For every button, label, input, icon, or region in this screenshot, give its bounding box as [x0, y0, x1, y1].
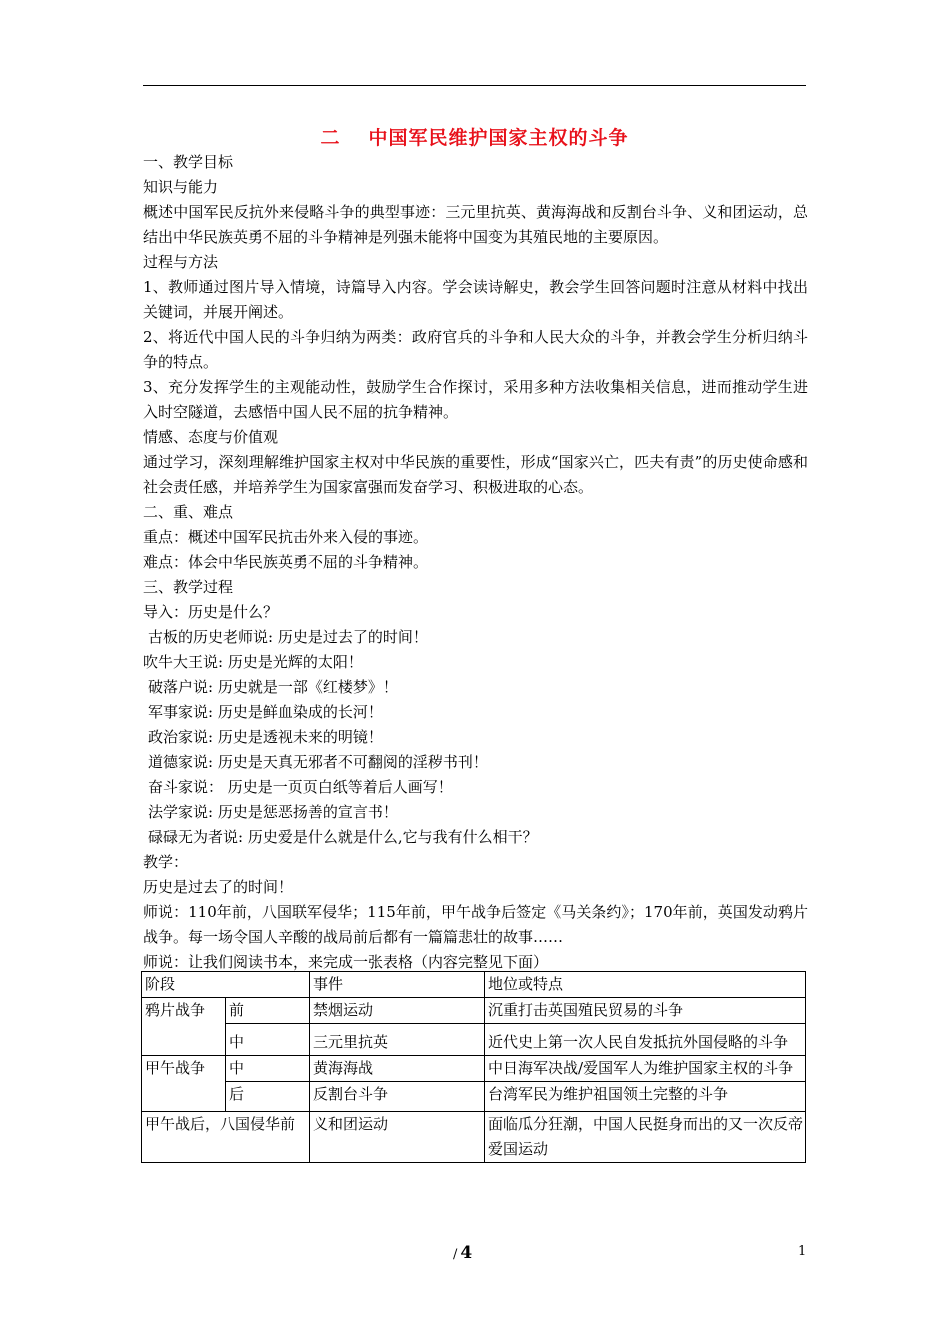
- quote-line: 破落户说: 历史就是一部《红楼梦》！: [148, 678, 398, 696]
- paragraph: 师说：让我们阅读书本，来完成一张表格（内容完整见下面）: [143, 953, 549, 971]
- quote-line: 古板的历史老师说: 历史是过去了的时间！: [148, 628, 428, 646]
- substage-cell: 后: [226, 1082, 310, 1112]
- paragraph: 3、充分发挥学生的主观能动性，鼓励学生合作探讨，采用多种方法收集相关信息，进而推动学生进入时空隧道，去感悟中国人民不屈的抗争精神。: [143, 378, 808, 421]
- feature-cell: 沉重打击英国殖民贸易的斗争: [485, 998, 806, 1024]
- section-heading: 二、重、难点: [143, 503, 234, 521]
- feature-cell: 台湾军民为维护祖国领土完整的斗争: [485, 1082, 806, 1112]
- event-cell: 反割台斗争: [310, 1082, 485, 1112]
- paragraph: 导入：历史是什么？: [143, 603, 279, 621]
- header-rule: [143, 85, 806, 86]
- paragraph: 重点：概述中国军民抗击外来入侵的事迹。: [143, 528, 429, 546]
- table-header-row: [142, 972, 806, 998]
- header-stage: 阶段: [142, 972, 310, 998]
- substage-cell: 中: [226, 1024, 310, 1056]
- paragraph: 难点：体会中华民族英勇不屈的斗争精神。: [143, 553, 429, 571]
- subsection-heading: 知识与能力: [143, 178, 219, 196]
- subsection-heading: 情感、态度与价值观: [143, 428, 279, 446]
- stage-cell: 鸦片战争: [142, 998, 226, 1056]
- events-table: [141, 971, 806, 1163]
- substage-cell: 前: [226, 998, 310, 1024]
- title-number: 二: [320, 127, 341, 149]
- paragraph: 概述中国军民反抗外来侵略斗争的典型事迹：三元里抗英、黄海海战和反割台斗争、义和团运动，总结出中华民族英勇不屈的斗争精神是列强未能将中国变为其殖民地的主要原因。: [143, 203, 808, 246]
- quote-line: 道德家说: 历史是天真无邪者不可翻阅的淫秽书刊！: [148, 753, 488, 771]
- feature-cell: 中日海军决战/爱国军人为维护国家主权的斗争: [485, 1056, 806, 1082]
- paragraph: 1、教师通过图片导入情境，诗篇导入内容。学会读诗解史，教会学生回答问题时注意从材料中找出关键词，并展开阐述。: [143, 278, 808, 321]
- table-row: [142, 1082, 806, 1112]
- paragraph: 师说：110年前，八国联军侵华；115年前，甲午战争后签定《马关条约》；170年前，英国发动鸦片战争。每一场令国人辛酸的战局前后都有一篇篇悲壮的故事……: [143, 903, 808, 946]
- quote-line: 吹牛大王说: 历史是光辉的太阳！: [143, 653, 363, 671]
- header-event: 事件: [310, 972, 485, 998]
- page-count-slash: /: [453, 1247, 458, 1262]
- table-row: [142, 998, 806, 1024]
- event-cell: 黄海海战: [310, 1056, 485, 1082]
- page-count: [453, 1243, 472, 1263]
- quote-line: 碌碌无为者说: 历史爱是什么就是什么,它与我有什么相干？: [148, 828, 538, 846]
- header-feature: 地位或特点: [485, 972, 806, 998]
- event-cell: 禁烟运动: [310, 998, 485, 1024]
- section-heading: 三、教学过程: [143, 578, 234, 596]
- feature-cell: 近代史上第一次人民自发抵抗外国侵略的斗争: [485, 1024, 806, 1056]
- stage-cell: 甲午战争: [142, 1056, 226, 1112]
- quote-line: 政治家说: 历史是透视未来的明镜！: [148, 728, 383, 746]
- quote-line: 军事家说: 历史是鲜血染成的长河！: [148, 703, 383, 721]
- paragraph: 历史是过去了的时间！: [143, 878, 294, 896]
- table-row: [142, 1112, 806, 1163]
- paragraph: 2、将近代中国人民的斗争归纳为两类：政府官兵的斗争和人民大众的斗争，并教会学生分析归纳斗争的特点。: [143, 328, 808, 371]
- title-text: 中国军民维护国家主权的斗争: [368, 127, 629, 149]
- feature-cell: 面临瓜分狂潮，中国人民挺身而出的又一次反帝爱国运动: [485, 1112, 806, 1163]
- page-title: [143, 123, 806, 150]
- paragraph: 教学：: [143, 853, 189, 871]
- section-heading: 一、教学目标: [143, 153, 234, 171]
- event-cell: 义和团运动: [310, 1112, 485, 1163]
- event-cell: 三元里抗英: [310, 1024, 485, 1056]
- quote-line: 法学家说: 历史是惩恶扬善的宣言书！: [148, 803, 398, 821]
- table-row: [142, 1024, 806, 1056]
- substage-cell: 中: [226, 1056, 310, 1082]
- quote-line: 奋斗家说： 历史是一页页白纸等着后人画写！: [148, 778, 453, 796]
- subsection-heading: 过程与方法: [143, 253, 219, 271]
- page-number: 1: [798, 1244, 807, 1259]
- paragraph: 通过学习，深刻理解维护国家主权对中华民族的重要性，形成“国家兴亡，匹夫有责”的历史使命感和社会责任感，并培养学生为国家富强而发奋学习、积极进取的心态。: [143, 453, 808, 496]
- table-row: [142, 1056, 806, 1082]
- document-body: [143, 150, 808, 975]
- page-total: 4: [460, 1243, 473, 1263]
- stage-cell: 甲午战后，八国侵华前: [142, 1112, 310, 1163]
